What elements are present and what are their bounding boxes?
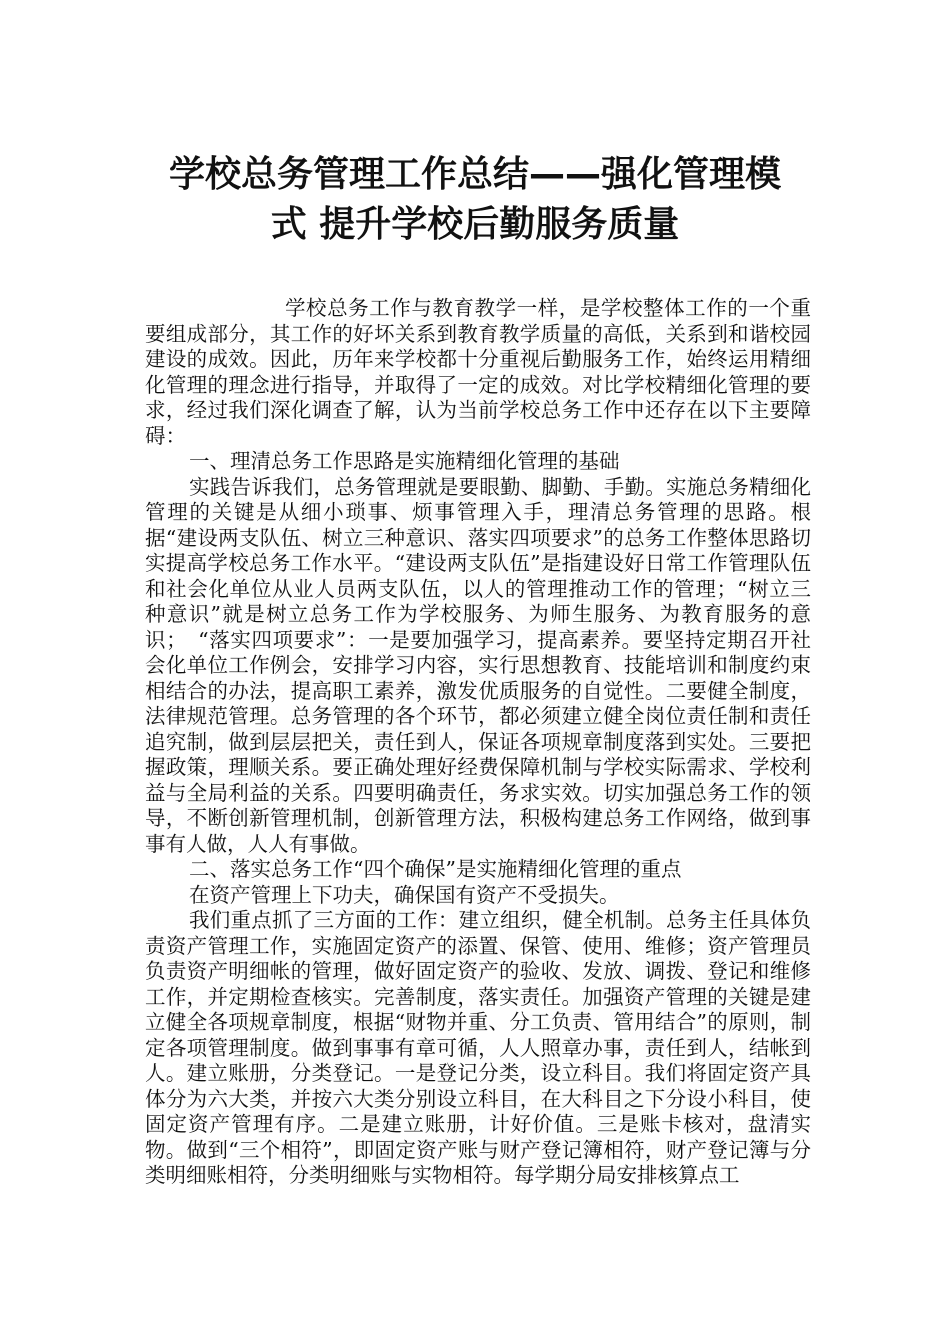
title-line-1: 学校总务管理工作总结——强化管理模	[168, 154, 781, 196]
section-heading-1: 一、理清总务工作思路是实施精细化管理的基础	[189, 449, 620, 473]
body-paragraph: 实践告诉我们，总务管理就是要眼勤、脚勤、手勤。实施总务精细化管理的关键是从细小琐事、烦事管理入手，理清总务管理的思路。根据“建设两支队伍、树立三种意识、落实四项要求”的总务工作整体思路切实提高学校总务工作水平。“建设两支队伍”是指建设好日常工作管理队伍和社会化单位从业人员两支队伍，以人的管理推动工作的管理；“树立三种意识”就是树立总务工作为学校服务、为师生服务、为教育服务的意识； “落实四项要求”：一是要加强学习，提高素养。要坚持定期召开社会化单位工作例会，安排学习内容，实行思想教育、技能培训和制度约束相结合的办法，提高职工素养，激发优质服务的自觉性。二要健全制度，法律规范管理。总务管理的各个环节，都必须建立健全岗位责任制和责任追究制，做到层层把关，责任到人，保证各项规章制度落到实处。三要把握政策，理顺关系。要正确处理好经费保障机制与学校实际需求、学校利益与全局利益的关系。四要明确责任，务求实效。切实加强总务工作的领导，不断创新管理机制，创新管理方法，积极构建总务工作网络，做到事事有人做，人人有事做。	[145, 474, 811, 856]
body-paragraph: 我们重点抓了三方面的工作：建立组织，健全机制。总务主任具体负责资产管理工作，实施固定资产的添置、保管、使用、维修；资产管理员负责资产明细帐的管理，做好固定资产的验收、发放、调拨、登记和维修工作，并定期检查核实。完善制度，落实责任。加强资产管理的关键是建立健全各项规章制度，根据“财物并重、分工负责、管用结合”的原则，制定各项管理制度。做到事事有章可循，人人照章办事，责任到人，结帐到人。建立账册，分类登记。一是登记分类，设立科目。我们将固定资产具体分为六大类，并按六大类分别设立科目，在大科目之下分设小科目，使固定资产管理有序。二是建立账册，计好价值。三是账卡核对，盘清实物。做到“三个相符”，即固定资产账与财产登记簿相符，财产登记簿与分类明细账相符，分类明细账与实物相符。每学期分局安排核算点工	[145, 908, 811, 1187]
body-paragraph: 在资产管理上下功夫，确保国有资产不受损失。	[189, 882, 620, 907]
section-heading-2: 二、落实总务工作“四个确保”是实施精细化管理的重点	[189, 857, 682, 881]
intro-paragraph: 学校总务工作与教育教学一样，是学校整体工作的一个重要组成部分，其工作的好坏关系到教育教学质量的高低，关系到和谐校园建设的成效。因此，历年来学校都十分重视后勤服务工作，始终运用精细化管理的理念进行指导，并取得了一定的成效。对比学校精细化管理的要求，经过我们深化调查了解，认为当前学校总务工作中还存在以下主要障碍：	[145, 296, 811, 448]
title-line-2: 式 提升学校后勤服务质量	[270, 204, 680, 246]
document-body	[145, 296, 811, 1189]
document-title	[100, 150, 850, 250]
